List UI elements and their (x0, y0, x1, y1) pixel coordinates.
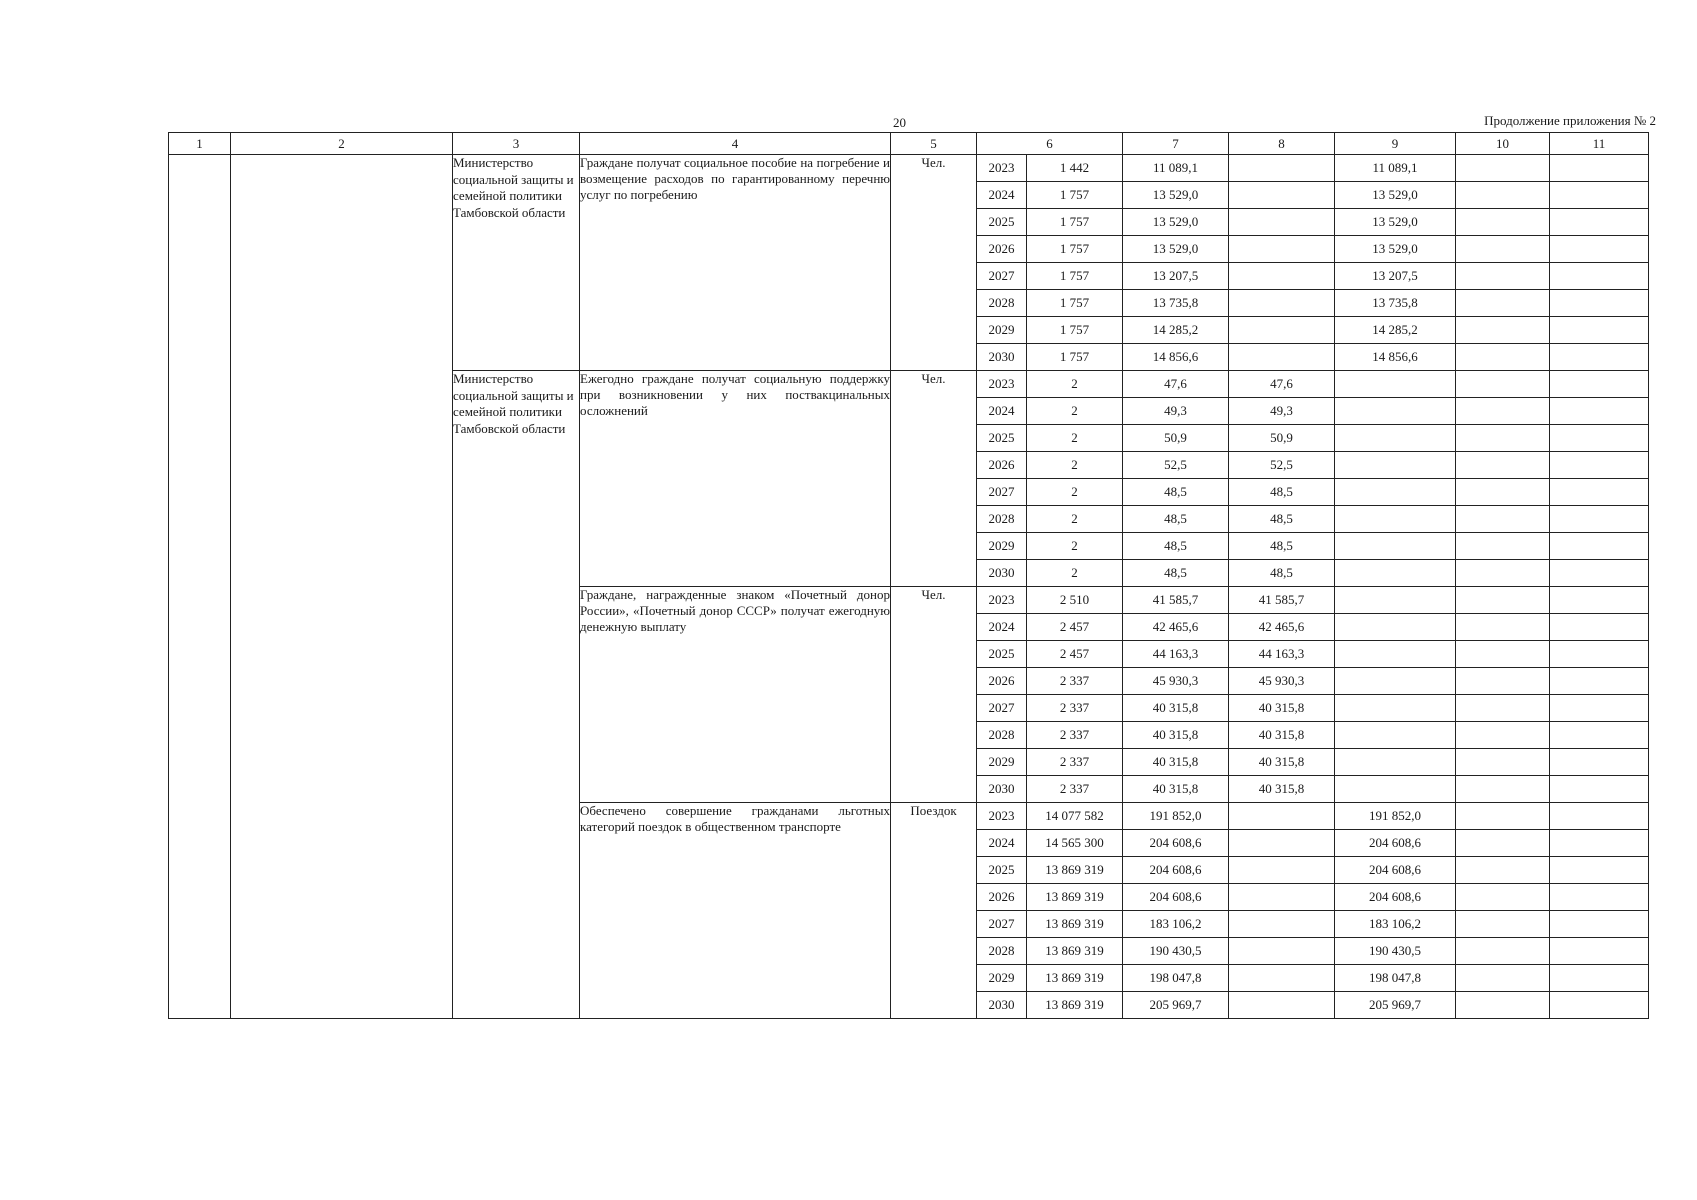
col10-cell (1456, 614, 1550, 641)
col11-cell (1550, 533, 1649, 560)
indicator-value-cell: 1 757 (1027, 182, 1123, 209)
total-funding-cell: 48,5 (1123, 560, 1229, 587)
col11-cell (1550, 614, 1649, 641)
year-cell: 2030 (977, 992, 1027, 1019)
col10-cell (1456, 425, 1550, 452)
table-row (169, 155, 1649, 182)
col1-cell (169, 155, 231, 1019)
col10-cell (1456, 371, 1550, 398)
col10-cell (1456, 290, 1550, 317)
col10-cell (1456, 641, 1550, 668)
col10-cell (1456, 263, 1550, 290)
unit-of-measure: Чел. (891, 155, 977, 371)
year-cell: 2026 (977, 236, 1027, 263)
table-body (169, 155, 1649, 1019)
col11-cell (1550, 992, 1649, 1019)
regional-budget-cell (1335, 722, 1456, 749)
federal-budget-cell: 44 163,3 (1229, 641, 1335, 668)
year-cell: 2025 (977, 857, 1027, 884)
regional-budget-cell (1335, 560, 1456, 587)
col11-cell (1550, 830, 1649, 857)
federal-budget-cell: 49,3 (1229, 398, 1335, 425)
col10-cell (1456, 992, 1550, 1019)
year-cell: 2028 (977, 506, 1027, 533)
federal-budget-cell (1229, 965, 1335, 992)
federal-budget-cell (1229, 857, 1335, 884)
col10-cell (1456, 209, 1550, 236)
total-funding-cell: 49,3 (1123, 398, 1229, 425)
continuation-label: Продолжение приложения № 2 (1484, 113, 1656, 128)
column-header: 5 (891, 133, 977, 155)
indicator-value-cell: 13 869 319 (1027, 911, 1123, 938)
year-cell: 2024 (977, 614, 1027, 641)
year-cell: 2025 (977, 209, 1027, 236)
column-header: 2 (231, 133, 453, 155)
year-cell: 2028 (977, 938, 1027, 965)
regional-budget-cell: 205 969,7 (1335, 992, 1456, 1019)
federal-budget-cell: 45 930,3 (1229, 668, 1335, 695)
result-description: Граждане получат социальное пособие на погребение и возмещение расходов по гарантированному перечню услуг по погребению (580, 155, 891, 371)
appendix-table (168, 132, 1649, 1019)
col10-cell (1456, 317, 1550, 344)
col11-cell (1550, 182, 1649, 209)
year-cell: 2023 (977, 587, 1027, 614)
total-funding-cell: 47,6 (1123, 371, 1229, 398)
indicator-value-cell: 13 869 319 (1027, 965, 1123, 992)
year-cell: 2030 (977, 344, 1027, 371)
col11-cell (1550, 668, 1649, 695)
indicator-value-cell: 2 (1027, 371, 1123, 398)
regional-budget-cell (1335, 452, 1456, 479)
year-cell: 2023 (977, 155, 1027, 182)
federal-budget-cell (1229, 263, 1335, 290)
year-cell: 2023 (977, 371, 1027, 398)
regional-budget-cell (1335, 587, 1456, 614)
year-cell: 2027 (977, 263, 1027, 290)
col11-cell (1550, 911, 1649, 938)
unit-of-measure: Чел. (891, 587, 977, 803)
col11-cell (1550, 344, 1649, 371)
federal-budget-cell (1229, 884, 1335, 911)
col10-cell (1456, 857, 1550, 884)
federal-budget-cell (1229, 317, 1335, 344)
indicator-value-cell: 1 757 (1027, 317, 1123, 344)
col11-cell (1550, 506, 1649, 533)
indicator-value-cell: 1 442 (1027, 155, 1123, 182)
total-funding-cell: 40 315,8 (1123, 749, 1229, 776)
col11-cell (1550, 209, 1649, 236)
indicator-value-cell: 2 (1027, 560, 1123, 587)
column-header: 3 (453, 133, 580, 155)
federal-budget-cell (1229, 992, 1335, 1019)
responsible-ministry: Министерство социальной защиты и семейной политики Тамбовской области (453, 155, 580, 371)
indicator-value-cell: 2 (1027, 452, 1123, 479)
col10-cell (1456, 668, 1550, 695)
federal-budget-cell (1229, 344, 1335, 371)
total-funding-cell: 45 930,3 (1123, 668, 1229, 695)
regional-budget-cell: 204 608,6 (1335, 830, 1456, 857)
responsible-ministry: Министерство социальной защиты и семейной политики Тамбовской области (453, 371, 580, 1019)
indicator-value-cell: 1 757 (1027, 290, 1123, 317)
regional-budget-cell (1335, 425, 1456, 452)
column-header: 10 (1456, 133, 1550, 155)
total-funding-cell: 204 608,6 (1123, 884, 1229, 911)
total-funding-cell: 40 315,8 (1123, 695, 1229, 722)
federal-budget-cell: 40 315,8 (1229, 749, 1335, 776)
federal-budget-cell: 40 315,8 (1229, 695, 1335, 722)
col11-cell (1550, 965, 1649, 992)
col10-cell (1456, 155, 1550, 182)
total-funding-cell: 52,5 (1123, 452, 1229, 479)
total-funding-cell: 13 207,5 (1123, 263, 1229, 290)
total-funding-cell: 48,5 (1123, 506, 1229, 533)
indicator-value-cell: 1 757 (1027, 263, 1123, 290)
regional-budget-cell (1335, 533, 1456, 560)
indicator-value-cell: 1 757 (1027, 209, 1123, 236)
total-funding-cell: 204 608,6 (1123, 830, 1229, 857)
indicator-value-cell: 2 337 (1027, 695, 1123, 722)
column-number-row (169, 133, 1649, 155)
regional-budget-cell: 13 735,8 (1335, 290, 1456, 317)
regional-budget-cell (1335, 371, 1456, 398)
regional-budget-cell: 13 529,0 (1335, 209, 1456, 236)
regional-budget-cell: 183 106,2 (1335, 911, 1456, 938)
col10-cell (1456, 695, 1550, 722)
col11-cell (1550, 290, 1649, 317)
year-cell: 2023 (977, 803, 1027, 830)
col10-cell (1456, 911, 1550, 938)
regional-budget-cell: 13 529,0 (1335, 182, 1456, 209)
col11-cell (1550, 560, 1649, 587)
indicator-value-cell: 2 (1027, 533, 1123, 560)
total-funding-cell: 44 163,3 (1123, 641, 1229, 668)
total-funding-cell: 42 465,6 (1123, 614, 1229, 641)
federal-budget-cell (1229, 182, 1335, 209)
indicator-value-cell: 2 457 (1027, 614, 1123, 641)
col10-cell (1456, 830, 1550, 857)
federal-budget-cell: 42 465,6 (1229, 614, 1335, 641)
federal-budget-cell: 40 315,8 (1229, 722, 1335, 749)
year-cell: 2029 (977, 533, 1027, 560)
regional-budget-cell: 14 856,6 (1335, 344, 1456, 371)
federal-budget-cell: 40 315,8 (1229, 776, 1335, 803)
col11-cell (1550, 938, 1649, 965)
regional-budget-cell: 14 285,2 (1335, 317, 1456, 344)
column-header: 7 (1123, 133, 1229, 155)
regional-budget-cell: 204 608,6 (1335, 884, 1456, 911)
indicator-value-cell: 13 869 319 (1027, 884, 1123, 911)
col11-cell (1550, 695, 1649, 722)
indicator-value-cell: 1 757 (1027, 344, 1123, 371)
total-funding-cell: 11 089,1 (1123, 155, 1229, 182)
col11-cell (1550, 425, 1649, 452)
regional-budget-cell: 13 529,0 (1335, 236, 1456, 263)
col2-cell (231, 155, 453, 1019)
total-funding-cell: 204 608,6 (1123, 857, 1229, 884)
year-cell: 2024 (977, 398, 1027, 425)
indicator-value-cell: 13 869 319 (1027, 857, 1123, 884)
indicator-value-cell: 13 869 319 (1027, 992, 1123, 1019)
regional-budget-cell: 198 047,8 (1335, 965, 1456, 992)
regional-budget-cell (1335, 398, 1456, 425)
federal-budget-cell (1229, 155, 1335, 182)
federal-budget-cell: 50,9 (1229, 425, 1335, 452)
total-funding-cell: 205 969,7 (1123, 992, 1229, 1019)
col11-cell (1550, 263, 1649, 290)
total-funding-cell: 190 430,5 (1123, 938, 1229, 965)
indicator-value-cell: 2 (1027, 398, 1123, 425)
col11-cell (1550, 803, 1649, 830)
year-cell: 2028 (977, 290, 1027, 317)
total-funding-cell: 40 315,8 (1123, 722, 1229, 749)
col11-cell (1550, 857, 1649, 884)
federal-budget-cell (1229, 830, 1335, 857)
federal-budget-cell (1229, 209, 1335, 236)
unit-of-measure: Чел. (891, 371, 977, 587)
col10-cell (1456, 884, 1550, 911)
indicator-value-cell: 2 510 (1027, 587, 1123, 614)
total-funding-cell: 191 852,0 (1123, 803, 1229, 830)
indicator-value-cell: 2 (1027, 506, 1123, 533)
total-funding-cell: 13 529,0 (1123, 209, 1229, 236)
year-cell: 2026 (977, 668, 1027, 695)
col11-cell (1550, 641, 1649, 668)
unit-of-measure: Поездок (891, 803, 977, 1019)
indicator-value-cell: 14 077 582 (1027, 803, 1123, 830)
total-funding-cell: 41 585,7 (1123, 587, 1229, 614)
col10-cell (1456, 344, 1550, 371)
col10-cell (1456, 803, 1550, 830)
result-description: Граждане, награжденные знаком «Почетный донор России», «Почетный донор СССР» получат ежегодную денежную выплату (580, 587, 891, 803)
col11-cell (1550, 155, 1649, 182)
federal-budget-cell: 48,5 (1229, 506, 1335, 533)
year-cell: 2026 (977, 884, 1027, 911)
year-cell: 2029 (977, 965, 1027, 992)
col10-cell (1456, 452, 1550, 479)
year-cell: 2026 (977, 452, 1027, 479)
col11-cell (1550, 236, 1649, 263)
indicator-value-cell: 2 (1027, 479, 1123, 506)
federal-budget-cell (1229, 290, 1335, 317)
col10-cell (1456, 938, 1550, 965)
year-cell: 2025 (977, 425, 1027, 452)
col10-cell (1456, 776, 1550, 803)
regional-budget-cell (1335, 776, 1456, 803)
year-cell: 2025 (977, 641, 1027, 668)
regional-budget-cell: 191 852,0 (1335, 803, 1456, 830)
page-number: 20 (893, 115, 906, 130)
result-description: Ежегодно граждане получат социальную поддержку при возникновении у них поствакцинальных осложнений (580, 371, 891, 587)
regional-budget-cell (1335, 506, 1456, 533)
regional-budget-cell (1335, 641, 1456, 668)
col11-cell (1550, 884, 1649, 911)
col11-cell (1550, 479, 1649, 506)
indicator-value-cell: 2 (1027, 425, 1123, 452)
regional-budget-cell (1335, 749, 1456, 776)
federal-budget-cell (1229, 803, 1335, 830)
indicator-value-cell: 13 869 319 (1027, 938, 1123, 965)
year-cell: 2030 (977, 560, 1027, 587)
col11-cell (1550, 749, 1649, 776)
col11-cell (1550, 317, 1649, 344)
regional-budget-cell: 190 430,5 (1335, 938, 1456, 965)
regional-budget-cell: 11 089,1 (1335, 155, 1456, 182)
total-funding-cell: 183 106,2 (1123, 911, 1229, 938)
col11-cell (1550, 587, 1649, 614)
year-cell: 2027 (977, 911, 1027, 938)
col10-cell (1456, 965, 1550, 992)
year-cell: 2029 (977, 749, 1027, 776)
total-funding-cell: 48,5 (1123, 533, 1229, 560)
total-funding-cell: 14 856,6 (1123, 344, 1229, 371)
regional-budget-cell (1335, 695, 1456, 722)
result-description: Обеспечено совершение гражданами льготных категорий поездок в общественном транспорте (580, 803, 891, 1019)
col10-cell (1456, 182, 1550, 209)
indicator-value-cell: 2 457 (1027, 641, 1123, 668)
col10-cell (1456, 722, 1550, 749)
year-cell: 2024 (977, 182, 1027, 209)
column-header: 11 (1550, 133, 1649, 155)
federal-budget-cell (1229, 236, 1335, 263)
col10-cell (1456, 506, 1550, 533)
total-funding-cell: 13 529,0 (1123, 236, 1229, 263)
indicator-value-cell: 2 337 (1027, 668, 1123, 695)
year-cell: 2027 (977, 695, 1027, 722)
regional-budget-cell (1335, 614, 1456, 641)
year-cell: 2027 (977, 479, 1027, 506)
year-cell: 2024 (977, 830, 1027, 857)
col11-cell (1550, 398, 1649, 425)
year-cell: 2028 (977, 722, 1027, 749)
total-funding-cell: 198 047,8 (1123, 965, 1229, 992)
total-funding-cell: 13 735,8 (1123, 290, 1229, 317)
federal-budget-cell (1229, 911, 1335, 938)
col10-cell (1456, 533, 1550, 560)
col10-cell (1456, 479, 1550, 506)
total-funding-cell: 48,5 (1123, 479, 1229, 506)
indicator-value-cell: 2 337 (1027, 722, 1123, 749)
federal-budget-cell: 48,5 (1229, 560, 1335, 587)
regional-budget-cell (1335, 668, 1456, 695)
total-funding-cell: 14 285,2 (1123, 317, 1229, 344)
regional-budget-cell: 204 608,6 (1335, 857, 1456, 884)
federal-budget-cell: 41 585,7 (1229, 587, 1335, 614)
column-header: 9 (1335, 133, 1456, 155)
federal-budget-cell: 48,5 (1229, 533, 1335, 560)
column-header: 6 (977, 133, 1123, 155)
total-funding-cell: 50,9 (1123, 425, 1229, 452)
column-header: 1 (169, 133, 231, 155)
federal-budget-cell: 52,5 (1229, 452, 1335, 479)
indicator-value-cell: 2 337 (1027, 776, 1123, 803)
regional-budget-cell (1335, 479, 1456, 506)
indicator-value-cell: 2 337 (1027, 749, 1123, 776)
col10-cell (1456, 560, 1550, 587)
col10-cell (1456, 749, 1550, 776)
col11-cell (1550, 371, 1649, 398)
col10-cell (1456, 587, 1550, 614)
col10-cell (1456, 236, 1550, 263)
indicator-value-cell: 14 565 300 (1027, 830, 1123, 857)
col11-cell (1550, 722, 1649, 749)
col10-cell (1456, 398, 1550, 425)
federal-budget-cell (1229, 938, 1335, 965)
year-cell: 2029 (977, 317, 1027, 344)
indicator-value-cell: 1 757 (1027, 236, 1123, 263)
federal-budget-cell: 48,5 (1229, 479, 1335, 506)
col11-cell (1550, 776, 1649, 803)
column-header: 8 (1229, 133, 1335, 155)
year-cell: 2030 (977, 776, 1027, 803)
federal-budget-cell: 47,6 (1229, 371, 1335, 398)
total-funding-cell: 13 529,0 (1123, 182, 1229, 209)
total-funding-cell: 40 315,8 (1123, 776, 1229, 803)
column-header: 4 (580, 133, 891, 155)
col11-cell (1550, 452, 1649, 479)
regional-budget-cell: 13 207,5 (1335, 263, 1456, 290)
